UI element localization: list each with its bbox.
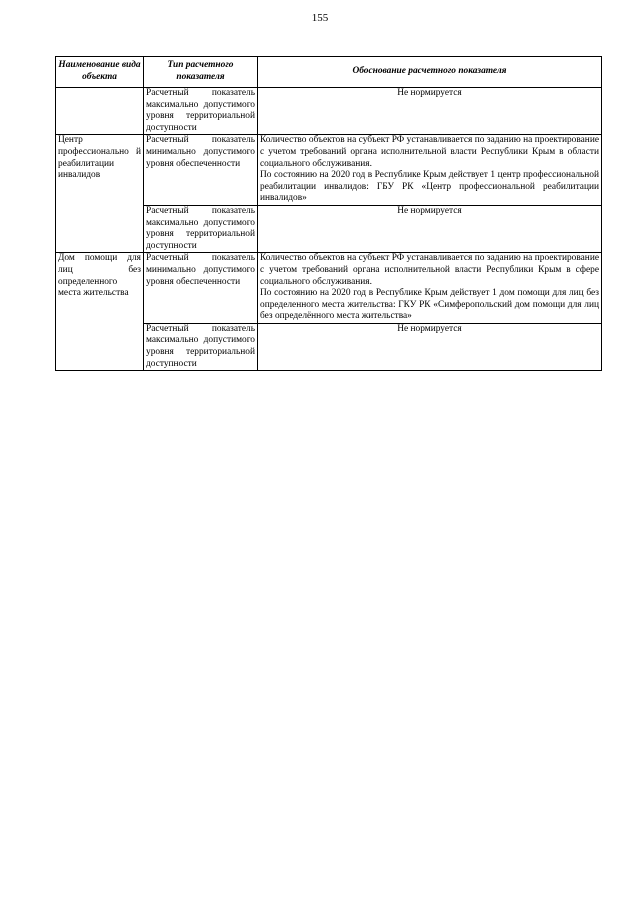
indicator-type-cell: Расчетный показатель максимально допустимого уровня территориальной доступности	[144, 205, 258, 252]
object-name-cell: Дом помощи для лиц без определенного места жительства	[56, 253, 144, 371]
header-indicator-type: Тип расчетного показателя	[144, 57, 258, 88]
indicator-type-cell: Расчетный показатель минимально допустимого уровня обеспеченности	[144, 135, 258, 206]
table-row	[56, 135, 602, 206]
indicator-type-cell: Расчетный показатель максимально допустимого уровня территориальной доступности	[144, 88, 258, 135]
basis-paragraph: По состоянию на 2020 год в Республике Крым действует 1 центр профессиональной реабилитации инвалидов: ГБУ РК «Центр профессиональной реабилитации инвалидов»	[260, 170, 599, 204]
basis-paragraph: Не нормируется	[397, 323, 462, 334]
indicator-type-cell: Расчетный показатель минимально допустимого уровня обеспеченности	[144, 253, 258, 324]
basis-paragraph: Количество объектов на субъект РФ устанавливается по заданию на проектирование с учетом требований органа исполнительной власти Республики Крым в области социального обслуживания.	[260, 135, 599, 169]
indicator-basis-cell	[258, 88, 602, 135]
indicator-basis-cell	[258, 135, 602, 206]
basis-paragraph: Количество объектов на субъект РФ устанавливается по заданию на проектирование с учетом требований органа исполнительной власти Республики Крым в сфере социального обслуживания.	[260, 253, 599, 287]
indicator-type-cell: Расчетный показатель максимально допустимого уровня территориальной доступности	[144, 323, 258, 370]
table-header-row	[56, 57, 602, 88]
basis-paragraph: Не нормируется	[397, 205, 462, 216]
indicators-table	[55, 56, 602, 371]
indicator-basis-cell	[258, 253, 602, 324]
basis-paragraph: По состоянию на 2020 год в Республике Крым действует 1 дом помощи для лиц без определенного места жительства: ГКУ РК «Симферопольский дом помощи для лиц без определённого места жительства»	[260, 288, 599, 322]
object-name-cell	[56, 88, 144, 135]
header-indicator-basis: Обоснование расчетного показателя	[258, 57, 602, 88]
indicator-basis-cell	[258, 205, 602, 252]
table-row	[56, 88, 602, 135]
table-row	[56, 253, 602, 324]
object-name-cell: Центр профессионально й реабилитации инвалидов	[56, 135, 144, 253]
header-object-name: Наименование вида объекта	[56, 57, 144, 88]
indicator-basis-cell	[258, 323, 602, 370]
basis-paragraph: Не нормируется	[397, 88, 462, 98]
page-number: 155	[311, 12, 329, 24]
